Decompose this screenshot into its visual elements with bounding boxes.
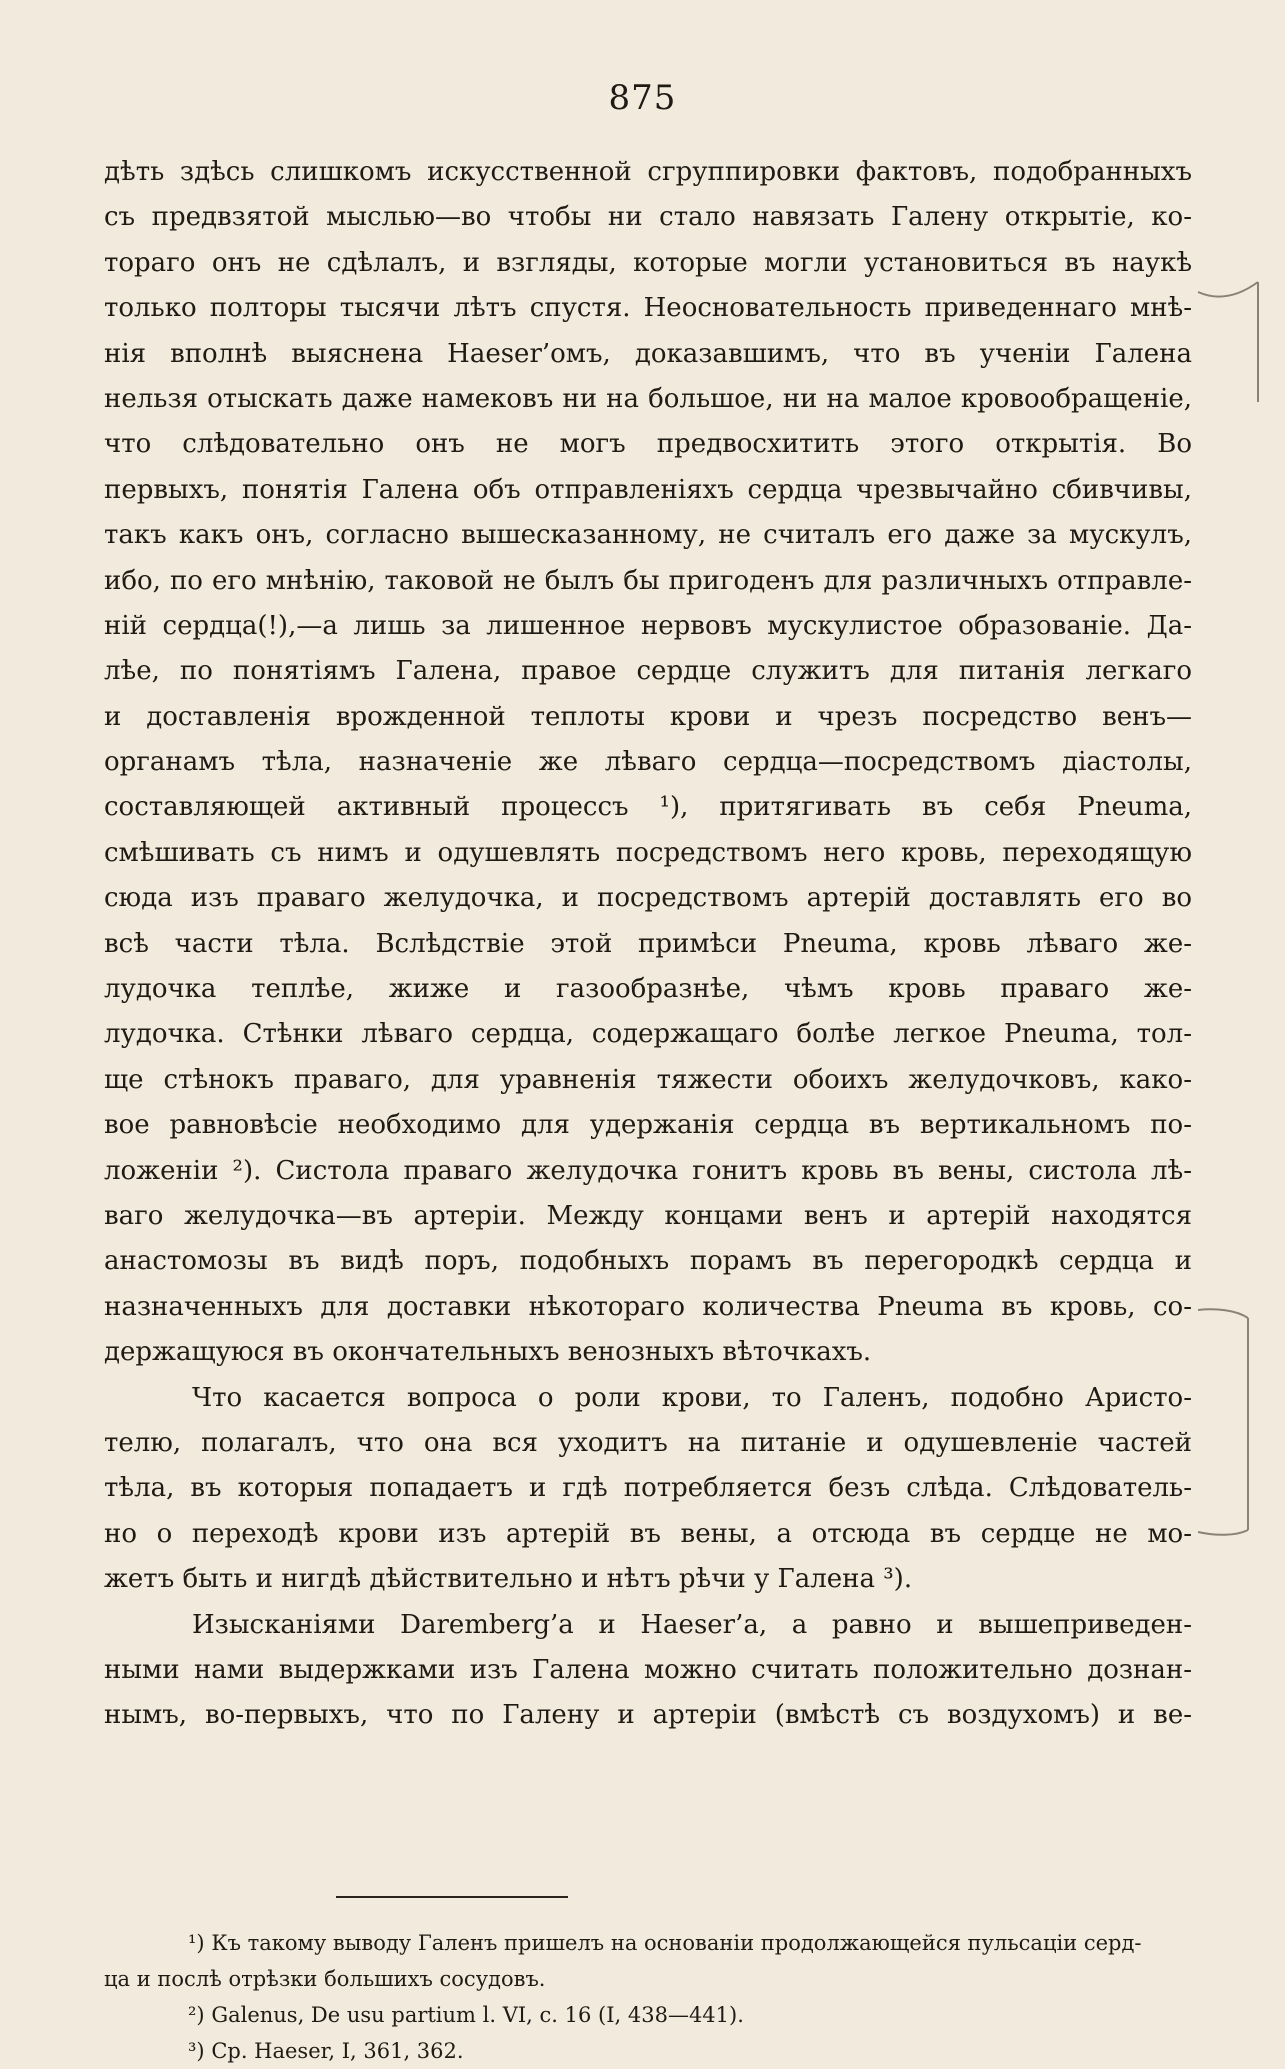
footnote-1 [104,1925,1192,1961]
footnote-text: Galenus, De usu partium l. VI, c. 16 (I, 438—441). [211,2003,744,2027]
text-line: лѣе, по понятіямъ Галена, правое сердце служитъ для питанія легкаго [104,656,1192,687]
text-line: жетъ быть и нигдѣ дѣйствительно и нѣтъ рѣчи у Галена ³). [104,1564,913,1595]
text-line: анастомозы въ видѣ поръ, подобныхъ порамъ въ перегородкѣ сердца и [104,1246,1192,1277]
text-line: и доставленія врожденной теплоты крови и чрезъ посредство венъ— [104,701,1192,732]
text-line: ній сердца(!),—а лишь за лишенное нервовъ мускулистое образованіе. Да- [104,610,1192,641]
text-line: тораго онъ не сдѣлалъ, и взгляды, которые могли установиться въ наукѣ [104,247,1192,278]
text-line: нымъ, во-первыхъ, что по Галену и артеріи (вмѣстѣ съ воздухомъ) и ве- [104,1700,1192,1731]
footnotes [104,1925,1192,2069]
text-line: составляющей активный процессъ ¹), притягивать въ себя Pneuma, [104,792,1192,823]
margin-bracket-icon [1196,272,1266,412]
text-line-underlined: нельзя отыскать даже намековъ ни на большое, ни на малое кровообращеніе, [104,383,1192,414]
footnote-marker: ³) [188,2039,205,2063]
text-line: тѣла, въ которыя попадаетъ и гдѣ потребляется безъ слѣда. Слѣдователь- [104,1473,1192,1504]
margin-bracket-icon [1196,1300,1266,1550]
footnote-marker: ²) [188,2003,205,2027]
footnote-divider [336,1896,568,1898]
text-line: но о переходѣ крови изъ артерій въ вены, а отсюда въ сердце не мо- [104,1518,1192,1549]
footnote-1-continued: ца и послѣ отрѣзки большихъ сосудовъ. [104,1967,546,1991]
footnote-marker: ¹) [188,1931,205,1955]
text-line: Что касается вопроса о роли крови, то Галенъ, подобно Аристо- [192,1382,1192,1413]
text-line: первыхъ, понятія Галена объ отправленіяхъ сердца чрезвычайно сбивчивы, [104,474,1192,505]
text-line: нія вполнѣ выяснена Haeser’омъ, доказавшимъ, что въ ученіи Галена [104,338,1192,369]
text-line: лудочка теплѣе, жиже и газообразнѣе, чѣмъ кровь праваго же- [104,974,1192,1005]
text-line: ибо, по его мнѣнію, таковой не былъ бы пригоденъ для различныхъ отправле- [104,565,1192,596]
body-text [104,150,1192,1739]
text-line: съ предвзятой мыслью—во чтобы ни стало навязать Галену открытіе, ко- [104,202,1192,233]
text-line: такъ какъ онъ, согласно вышесказанному, не считалъ его даже за мускулъ, [104,520,1192,551]
text-line: Изысканіями Daremberg’a и Haeser’a, а равно и вышеприведен- [192,1609,1192,1640]
text-line: ными нами выдержками изъ Галена можно считать положительно дознан- [104,1654,1192,1685]
footnote-text: Cp. Haeser, I, 361, 362. [211,2039,464,2063]
text-line: ложеніи ²). Систола праваго желудочка гонитъ кровь въ вены, систола лѣ- [104,1155,1192,1186]
text-line: дѣть здѣсь слишкомъ искусственной сгруппировки фактовъ, подобранныхъ [104,157,1192,187]
text-line: сюда изъ праваго желудочка, и посредствомъ артерій доставлять его во [104,883,1192,914]
text-line: держащуюся въ окончательныхъ венозныхъ вѣточкахъ. [104,1337,872,1368]
text-line: только полторы тысячи лѣтъ спустя. Неосновательность приведеннаго мнѣ- [104,293,1192,324]
footnote-3 [104,2033,1192,2069]
text-line: ще стѣнокъ праваго, для уравненія тяжести обоихъ желудочковъ, како- [104,1064,1192,1095]
text-line-underlined: что слѣдовательно онъ не могъ предвосхитить этого открытія. Во [104,429,1192,460]
text-line: телю, полагалъ, что она вся уходитъ на питаніе и одушевленіе частей [104,1427,1192,1458]
page-number: 875 [608,78,677,118]
text-line: вое равновѣсіе необходимо для удержанія сердца въ вертикальномъ по- [104,1110,1192,1141]
text-line: лудочка. Стѣнки лѣваго сердца, содержащаго болѣе легкое Pneuma, тол- [104,1019,1192,1050]
footnote-2 [104,1997,1192,2033]
text-line: органамъ тѣла, назначеніе же лѣваго сердца—посредствомъ діастолы, [104,747,1192,778]
text-line: ваго желудочка—въ артеріи. Между концами венъ и артерій находятся [104,1200,1192,1231]
footnote-text: Къ такому выводу Галенъ пришелъ на основаніи продолжающейся пульсаціи серд- [211,1931,1142,1955]
text-line: смѣшивать съ нимъ и одушевлять посредствомъ него кровь, переходящую [104,837,1192,868]
text-line: назначенныхъ для доставки нѣкотораго количества Pneuma въ кровь, со- [104,1291,1192,1322]
text-line: всѣ части тѣла. Вслѣдствіе этой примѣси Pneuma, кровь лѣваго же- [104,928,1192,959]
